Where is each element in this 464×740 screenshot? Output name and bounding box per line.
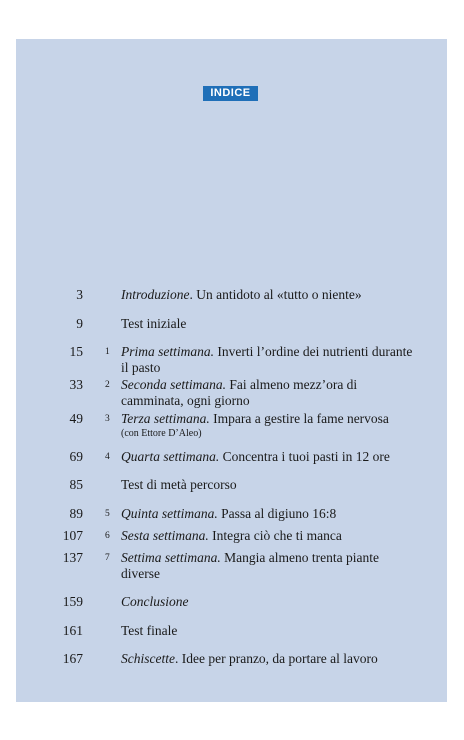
toc-chapter-number: 1	[105, 347, 110, 357]
toc-chapter-number: 6	[105, 531, 110, 541]
toc-page-number: 49	[69, 411, 83, 426]
toc-page-number: 3	[76, 287, 83, 302]
toc-title-text: Test di metà percorso	[121, 477, 237, 492]
toc-title-text: Integra ciò che ti manca	[208, 528, 342, 543]
toc-page-number: 33	[69, 377, 83, 392]
toc-title	[121, 623, 421, 639]
toc-title-text: Mangia almeno trenta piante diverse	[121, 550, 379, 581]
toc-title-text: Fai almeno mezz’ora di camminata, ogni giorno	[121, 377, 358, 408]
toc-page-number: 159	[62, 594, 83, 609]
toc-page-number: 137	[62, 550, 83, 565]
toc-title	[121, 449, 421, 465]
toc-title-italic: Settima settimana.	[121, 550, 221, 565]
toc-title	[121, 506, 421, 522]
toc-title	[121, 344, 421, 376]
toc-chapter-number: 2	[105, 380, 110, 390]
toc-page-number: 89	[69, 506, 83, 521]
toc-title-text: . Idee per pranzo, da portare al lavoro	[174, 651, 378, 666]
toc-title-italic: Sesta settimana.	[121, 528, 209, 543]
toc-subtitle: (con Ettore D’Aleo)	[121, 428, 202, 439]
toc-title-italic: Conclusione	[121, 594, 189, 609]
toc-title	[121, 651, 421, 667]
toc-title-text: Concentra i tuoi pasti in 12 ore	[219, 449, 390, 464]
toc-title-text: . Un antidoto al «tutto o niente»	[189, 287, 362, 302]
toc-page-number: 9	[76, 316, 83, 331]
toc-title-text: Inverti l’ordine dei nutrienti durante il pasto	[121, 344, 413, 375]
toc-chapter-number: 4	[105, 452, 110, 462]
toc-title-italic: Seconda settimana.	[121, 377, 226, 392]
toc-title	[121, 594, 421, 610]
toc-chapter-number: 3	[105, 414, 110, 424]
toc-title-italic: Quinta settimana.	[121, 506, 218, 521]
index-heading: INDICE	[203, 86, 258, 101]
toc-title-text: Test finale	[121, 623, 178, 638]
toc-title	[121, 550, 421, 582]
toc-chapter-number: 5	[105, 509, 110, 519]
toc-page-number: 15	[69, 344, 83, 359]
toc-page-number: 85	[69, 477, 83, 492]
toc-page-number: 167	[62, 651, 83, 666]
toc-title-italic: Quarta settimana.	[121, 449, 220, 464]
toc-title	[121, 287, 421, 303]
book-page	[16, 39, 447, 702]
toc-page-number: 161	[62, 623, 83, 638]
toc-title-text: Impara a gestire la fame nervosa	[209, 411, 389, 426]
toc-title-italic: Prima settimana.	[121, 344, 214, 359]
toc-title	[121, 411, 421, 440]
toc-title-italic: Introduzione	[121, 287, 190, 302]
toc-title-text: Passa al digiuno 16:8	[217, 506, 337, 521]
toc-title-italic: Schiscette	[121, 651, 175, 666]
toc-title-italic: Terza settimana.	[121, 411, 210, 426]
toc-title-text: Test iniziale	[121, 316, 187, 331]
toc-title	[121, 477, 421, 493]
toc-chapter-number: 7	[105, 553, 110, 563]
toc-title	[121, 528, 421, 544]
toc-title	[121, 377, 421, 409]
toc-title	[121, 316, 421, 332]
toc-page-number: 107	[62, 528, 83, 543]
toc-page-number: 69	[69, 449, 83, 464]
table-of-contents	[16, 39, 447, 702]
